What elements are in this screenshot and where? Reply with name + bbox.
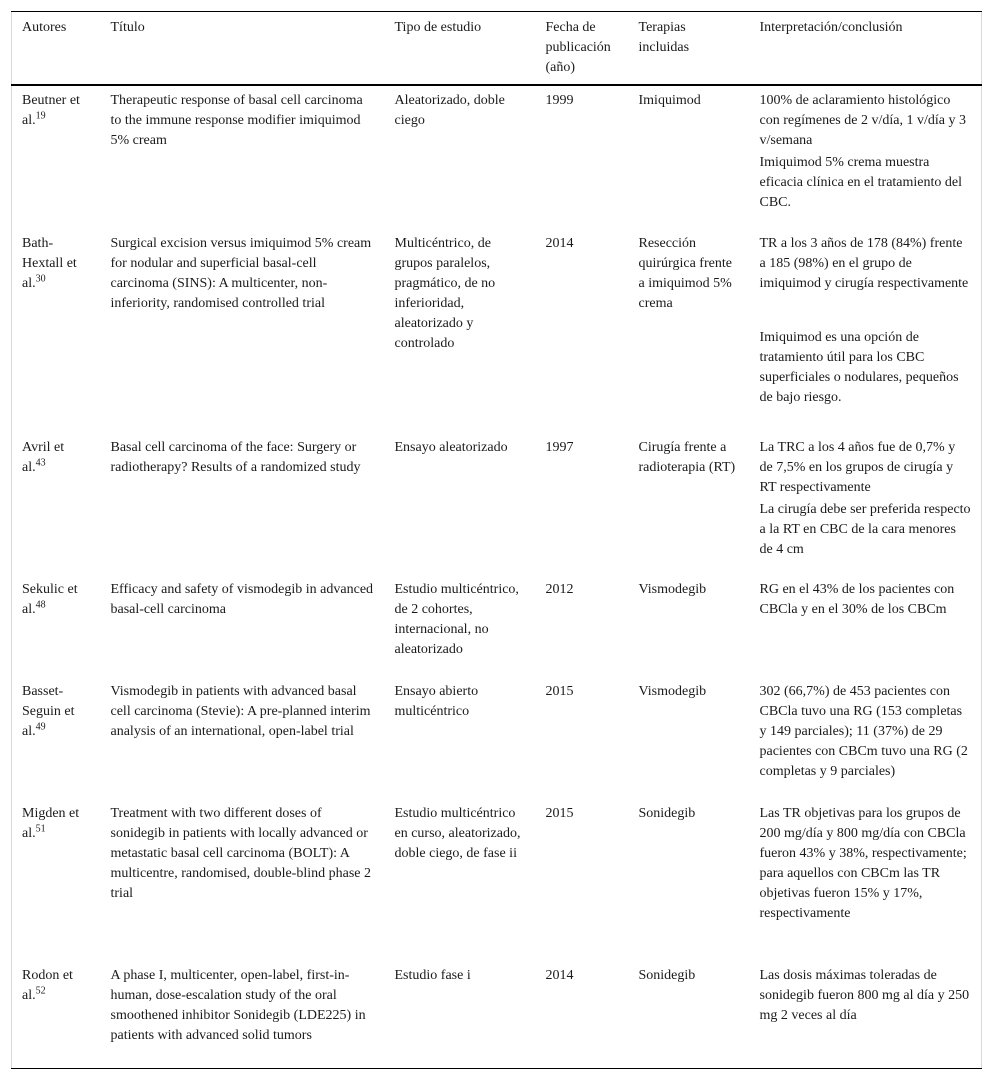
reference-number: 52 <box>35 985 46 997</box>
cell-author: Beutner et al.$^{19}$ <box>22 93 80 128</box>
cell-author: Basset-Seguin et al.$^{49}$ <box>22 684 75 739</box>
table-row <box>12 799 982 961</box>
cell-title: Surgical excision versus imiquimod 5% cream for nodular and superficial basal-cell carcinoma (SINS): A multicenter, non-inferiority, randomised controlled trial <box>110 236 372 311</box>
cell-title: Basal cell carcinoma of the face: Surgery or radiotherapy? Results of a randomized study <box>110 440 361 475</box>
table-row <box>12 433 982 575</box>
header-publication-date: Fecha de publicación (año) <box>545 20 611 75</box>
table-header <box>12 12 982 86</box>
cell-author: Avril et al.$^{43}$ <box>22 440 65 475</box>
cell-year: 2012 <box>545 582 574 597</box>
reference-number: 30 <box>35 273 46 285</box>
cell-author: Sekulic et al.$^{48}$ <box>22 582 78 617</box>
cell-conclusion: 302 (66,7%) de 453 pacientes con CBCla tuvo una RG (153 completas y 149 parciales); 11 (37%) de 29 pacientes con CBCm tuvo una RG (2 completas y 9 parciales) <box>759 684 968 779</box>
cell-therapy: Resección quirúrgica frente a imiquimod 5% crema <box>638 236 732 311</box>
cell-study-type: Aleatorizado, doble ciego <box>394 93 505 128</box>
cell-title: A phase I, multicenter, open-label, first-in-human, dose-escalation study of the oral smoothened inhibitor Sonidegib (LDE225) in patients with advanced solid tumors <box>110 968 366 1043</box>
cell-therapy: Vismodegib <box>638 582 707 597</box>
table-row <box>12 85 982 229</box>
cell-therapy: Sonidegib <box>638 806 696 821</box>
cell-conclusion: La TRC a los 4 años fue de 0,7% y de 7,5% en los grupos de cirugía y RT respectivamente La cirugía debe ser preferida respecto a la RT en CBC de la cara menores de 4 cm <box>759 440 971 557</box>
header-authors: Autores <box>22 20 67 35</box>
reference-number: 48 <box>35 599 46 611</box>
header-row <box>12 12 982 86</box>
cell-year: 2015 <box>545 806 574 821</box>
header-study-type: Tipo de estudio <box>394 20 482 35</box>
cell-title: Treatment with two different doses of sonidegib in patients with locally advanced or metastatic basal cell carcinoma (BOLT): A multicentre, randomised, double-blind phase 2 trial <box>110 806 371 901</box>
header-conclusion: Interpretación/conclusión <box>759 20 903 35</box>
cell-therapy: Cirugía frente a radioterapia (RT) <box>638 440 736 475</box>
cell-title: Vismodegib in patients with advanced basal cell carcinoma (Stevie): A pre-planned interim analysis of an international, open-label trial <box>110 684 371 739</box>
table-row <box>12 961 982 1068</box>
cell-title: Therapeutic response of basal cell carcinoma to the immune response modifier imiquimod 5% cream <box>110 93 363 148</box>
header-therapies: Terapias incluidas <box>638 20 690 55</box>
cell-year: 1997 <box>545 440 574 455</box>
table-row <box>12 575 982 677</box>
cell-study-type: Estudio multicéntrico, de 2 cohortes, internacional, no aleatorizado <box>394 582 519 657</box>
cell-conclusion: TR a los 3 años de 178 (84%) frente a 185 (98%) en el grupo de imiquimod y cirugía respectivamente Imiquimod es una opción de tratamiento útil para los CBC superficiales o nodulares, pequeños de bajo riesgo. <box>759 236 969 405</box>
cell-year: 1999 <box>545 93 574 108</box>
reference-number: 19 <box>35 110 46 122</box>
cell-study-type: Multicéntrico, de grupos paralelos, pragmático, de no inferioridad, aleatorizado y controlado <box>394 236 496 351</box>
cell-study-type: Ensayo abierto multicéntrico <box>394 684 479 719</box>
cell-conclusion: 100% de aclaramiento histológico con regímenes de 2 v/día, 1 v/día y 3 v/semana Imiquimod 5% crema muestra eficacia clínica en el tratamiento del CBC. <box>759 93 966 210</box>
cell-title: Efficacy and safety of vismodegib in advanced basal-cell carcinoma <box>110 582 374 617</box>
cell-study-type: Estudio fase i <box>394 968 471 983</box>
cell-conclusion: Las dosis máximas toleradas de sonidegib fueron 800 mg al día y 250 mg 2 veces al día <box>759 968 970 1023</box>
header-title: Título <box>110 20 145 35</box>
cell-author: Rodon et al.$^{52}$ <box>22 968 73 1003</box>
cell-conclusion: Las TR objetivas para los grupos de 200 mg/día y 800 mg/día con CBCla fueron 43% y 38%, respectivamente; para aquellos con CBCm las TR objetivas fueron 15% y 17%, respectivamente <box>759 806 967 921</box>
cell-author: Bath-Hextall et al.$^{30}$ <box>22 236 77 291</box>
table-row <box>12 229 982 433</box>
cell-therapy: Vismodegib <box>638 684 707 699</box>
reference-number: 49 <box>35 721 46 733</box>
cell-study-type: Ensayo aleatorizado <box>394 440 508 455</box>
cell-conclusion: RG en el 43% de los pacientes con CBCla y en el 30% de los CBCm <box>759 582 955 617</box>
cell-year: 2015 <box>545 684 574 699</box>
cell-year: 2014 <box>545 236 574 251</box>
table-body <box>12 85 982 1068</box>
cell-study-type: Estudio multicéntrico en curso, aleatorizado, doble ciego, de fase ii <box>394 806 521 861</box>
cell-year: 2014 <box>545 968 574 983</box>
cell-therapy: Sonidegib <box>638 968 696 983</box>
reference-number: 43 <box>35 457 46 469</box>
studies-table <box>11 11 982 1069</box>
cell-author: Migden et al.$^{51}$ <box>22 806 80 841</box>
table-row <box>12 677 982 799</box>
cell-therapy: Imiquimod <box>638 93 701 108</box>
reference-number: 51 <box>35 823 46 835</box>
